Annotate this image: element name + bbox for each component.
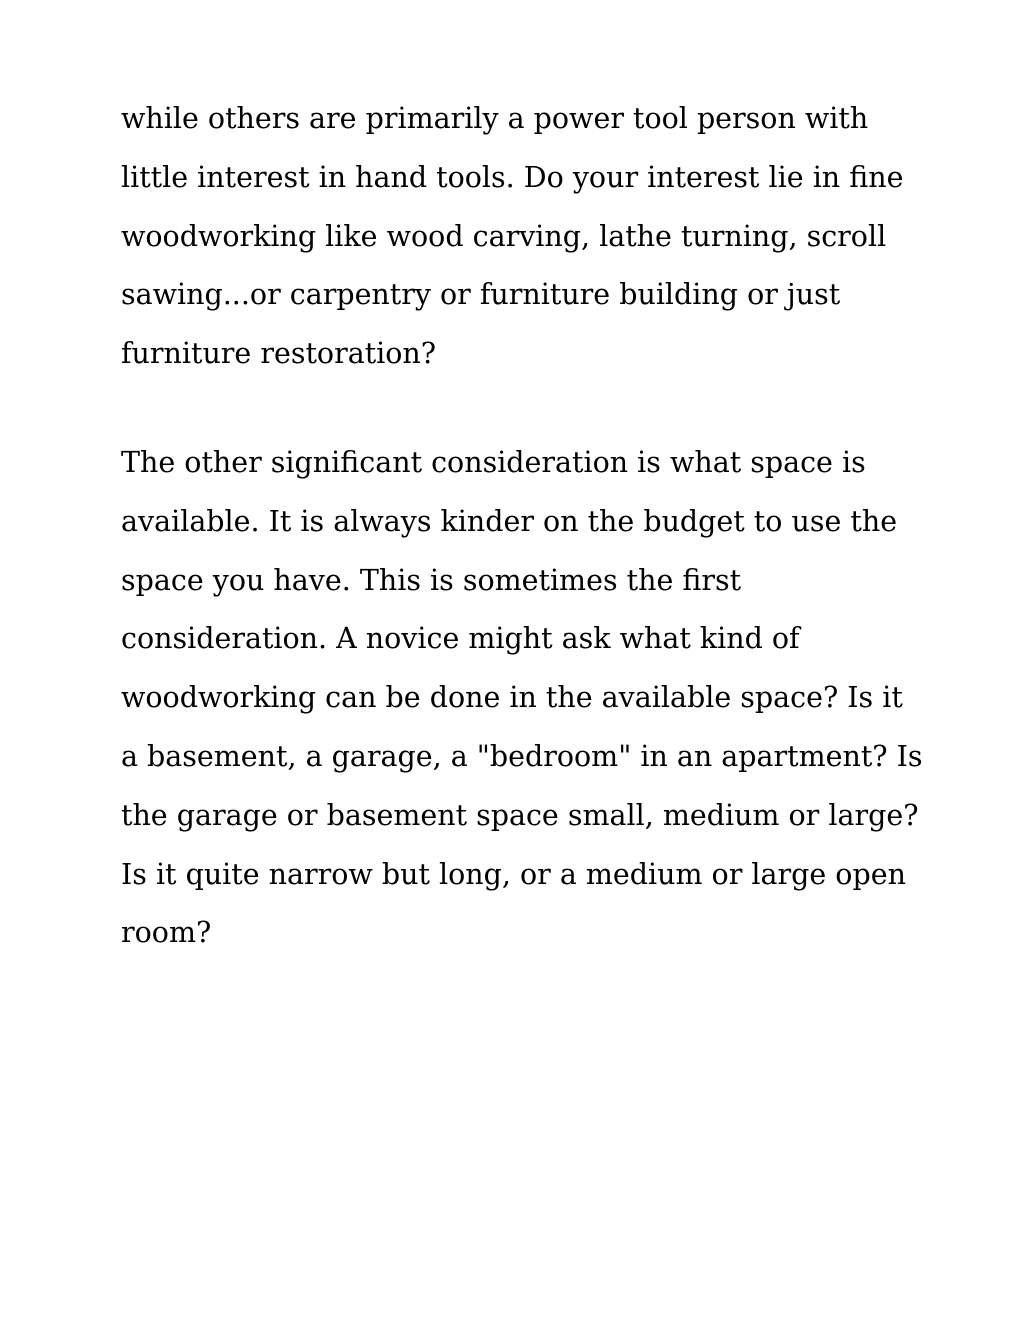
paragraph-1 xyxy=(121,90,911,384)
text-line: a basement, a garage, a "bedroom" in an apartment? Is xyxy=(121,739,923,773)
paragraph-2 xyxy=(121,434,923,963)
text-line: sawing...or carpentry or furniture building or just xyxy=(121,278,841,312)
text-line: the garage or basement space small, medium or large? xyxy=(121,798,919,832)
text-line: little interest in hand tools. Do your interest lie in fine xyxy=(121,160,904,194)
text-line: woodworking can be done in the available space? Is it xyxy=(121,681,903,715)
text-line: furniture restoration? xyxy=(121,337,437,371)
text-line: woodworking like wood carving, lathe turning, scroll xyxy=(121,219,887,253)
text-line: Is it quite narrow but long, or a medium or large open xyxy=(121,857,906,891)
text-line: while others are primarily a power tool person with xyxy=(121,102,869,135)
text-line: room? xyxy=(121,916,212,950)
text-line: The other significant consideration is what space is xyxy=(121,446,866,479)
text-line: space you have. This is sometimes the first xyxy=(121,563,742,597)
text-line: consideration. A novice might ask what kind of xyxy=(121,622,800,656)
text-line: available. It is always kinder on the budget to use the xyxy=(121,504,898,538)
